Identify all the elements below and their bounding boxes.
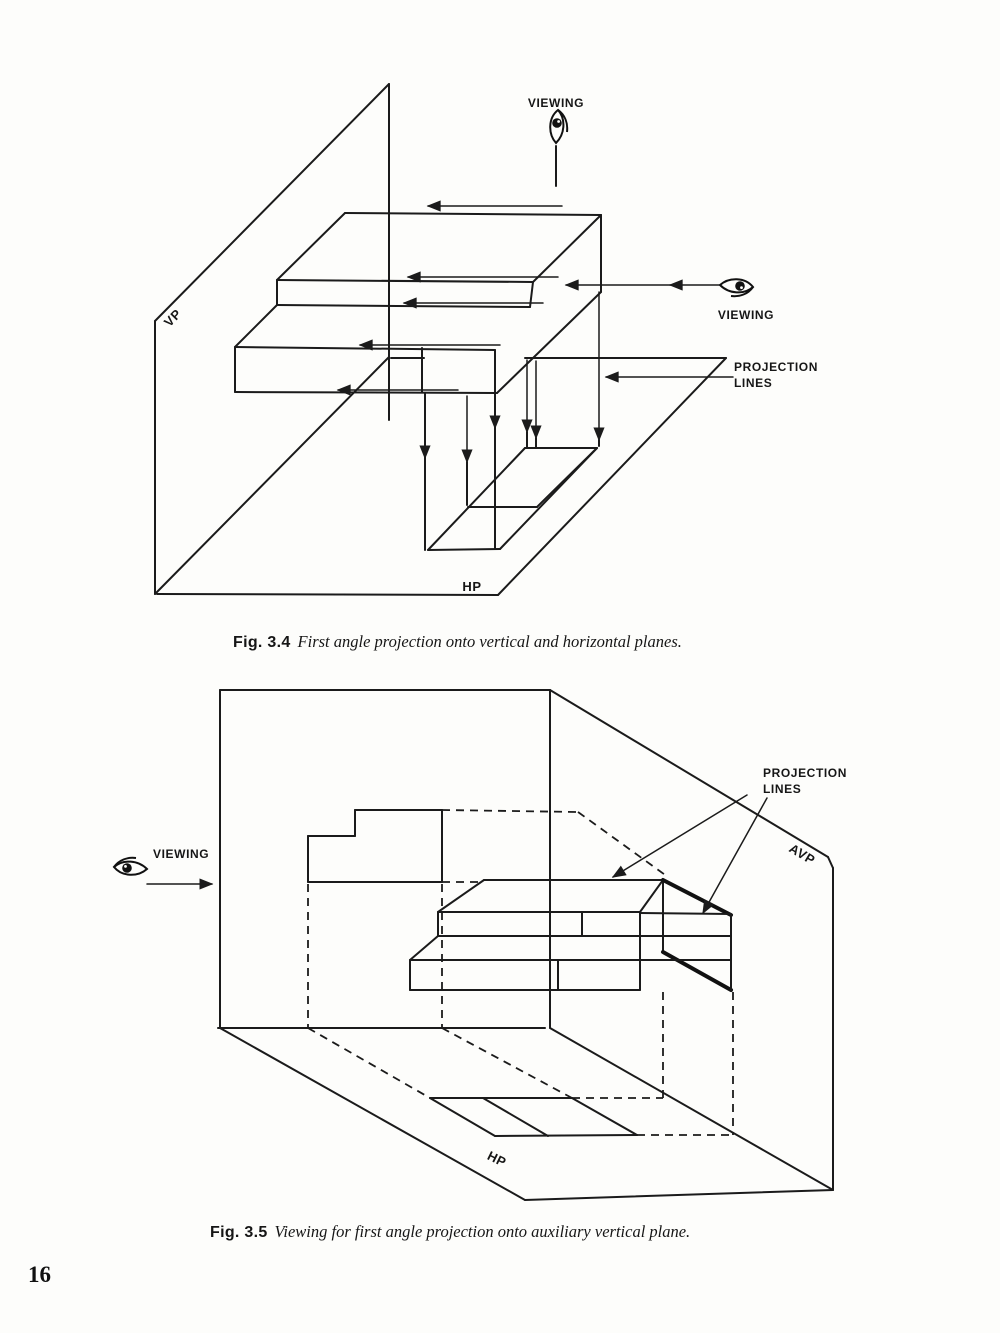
avp-plane-label: AVP [786,840,818,868]
diagram-line [277,280,533,282]
figure-3-4-caption [233,632,682,652]
diagram-line [428,448,525,550]
hp-plane-label: HP [485,1147,509,1170]
construction-dashed-line [442,810,578,812]
diagram-line [537,448,597,507]
figure-3-4-first-angle-projection [155,84,818,595]
diagram-line [495,1135,637,1136]
figure-3-4-caption-number: Fig. 3.4 [233,634,291,651]
vp-plane-label: VP [160,305,185,330]
diagram-line [640,880,663,912]
diagram-line [430,1098,495,1136]
diagram-line [498,358,726,595]
diagram-line [277,305,530,307]
diagram-line [525,1190,833,1200]
diagram-line [220,1028,525,1200]
diagram-line [428,549,500,550]
construction-dashed-line [442,1028,572,1098]
projection-lines-label-line1: PROJECTION [734,360,819,374]
viewing-right-label: VIEWING [717,308,775,322]
viewing-eye-left-icon [114,858,147,875]
diagram-line [235,347,495,350]
diagram-line [828,857,833,868]
diagram-line [640,913,731,914]
projection-lines-label-line1: PROJECTION [763,766,848,780]
figure-3-5-caption [210,1222,690,1242]
diagram-line [235,392,497,393]
construction-dashed-line [578,812,668,877]
projection-line-heavy [663,880,731,915]
viewing-top-label: VIEWING [527,96,585,110]
diagram-line [155,84,389,321]
diagram-line [438,880,484,912]
diagram-line [533,215,601,282]
figure-3-5-auxiliary-projection [114,690,847,1200]
diagram-line [235,305,277,347]
figure-3-5-caption-text: Viewing for first angle projection onto auxiliary vertical plane. [274,1222,691,1241]
hp-plane-label: HP [462,579,482,594]
diagram-line [483,1098,548,1136]
viewing-eye-top-icon [550,110,567,143]
projection-line-heavy [663,952,731,990]
diagram-line [572,1098,637,1135]
viewing-left-label: VIEWING [153,847,210,861]
viewing-eye-right-icon [720,279,753,296]
diagram-line [410,936,438,960]
figure-3-5-caption-number: Fig. 3.5 [210,1224,268,1241]
diagram-line [157,594,498,595]
page-number: 16 [28,1262,51,1287]
projection-lines-label-line2: LINES [734,376,773,390]
diagram-line [277,213,345,280]
figure-3-4-caption-text: First angle projection onto vertical and horizontal planes. [297,632,682,651]
projection-arrow [613,795,747,877]
projection-lines-label-line2: LINES [763,782,802,796]
diagram-line [345,213,601,215]
